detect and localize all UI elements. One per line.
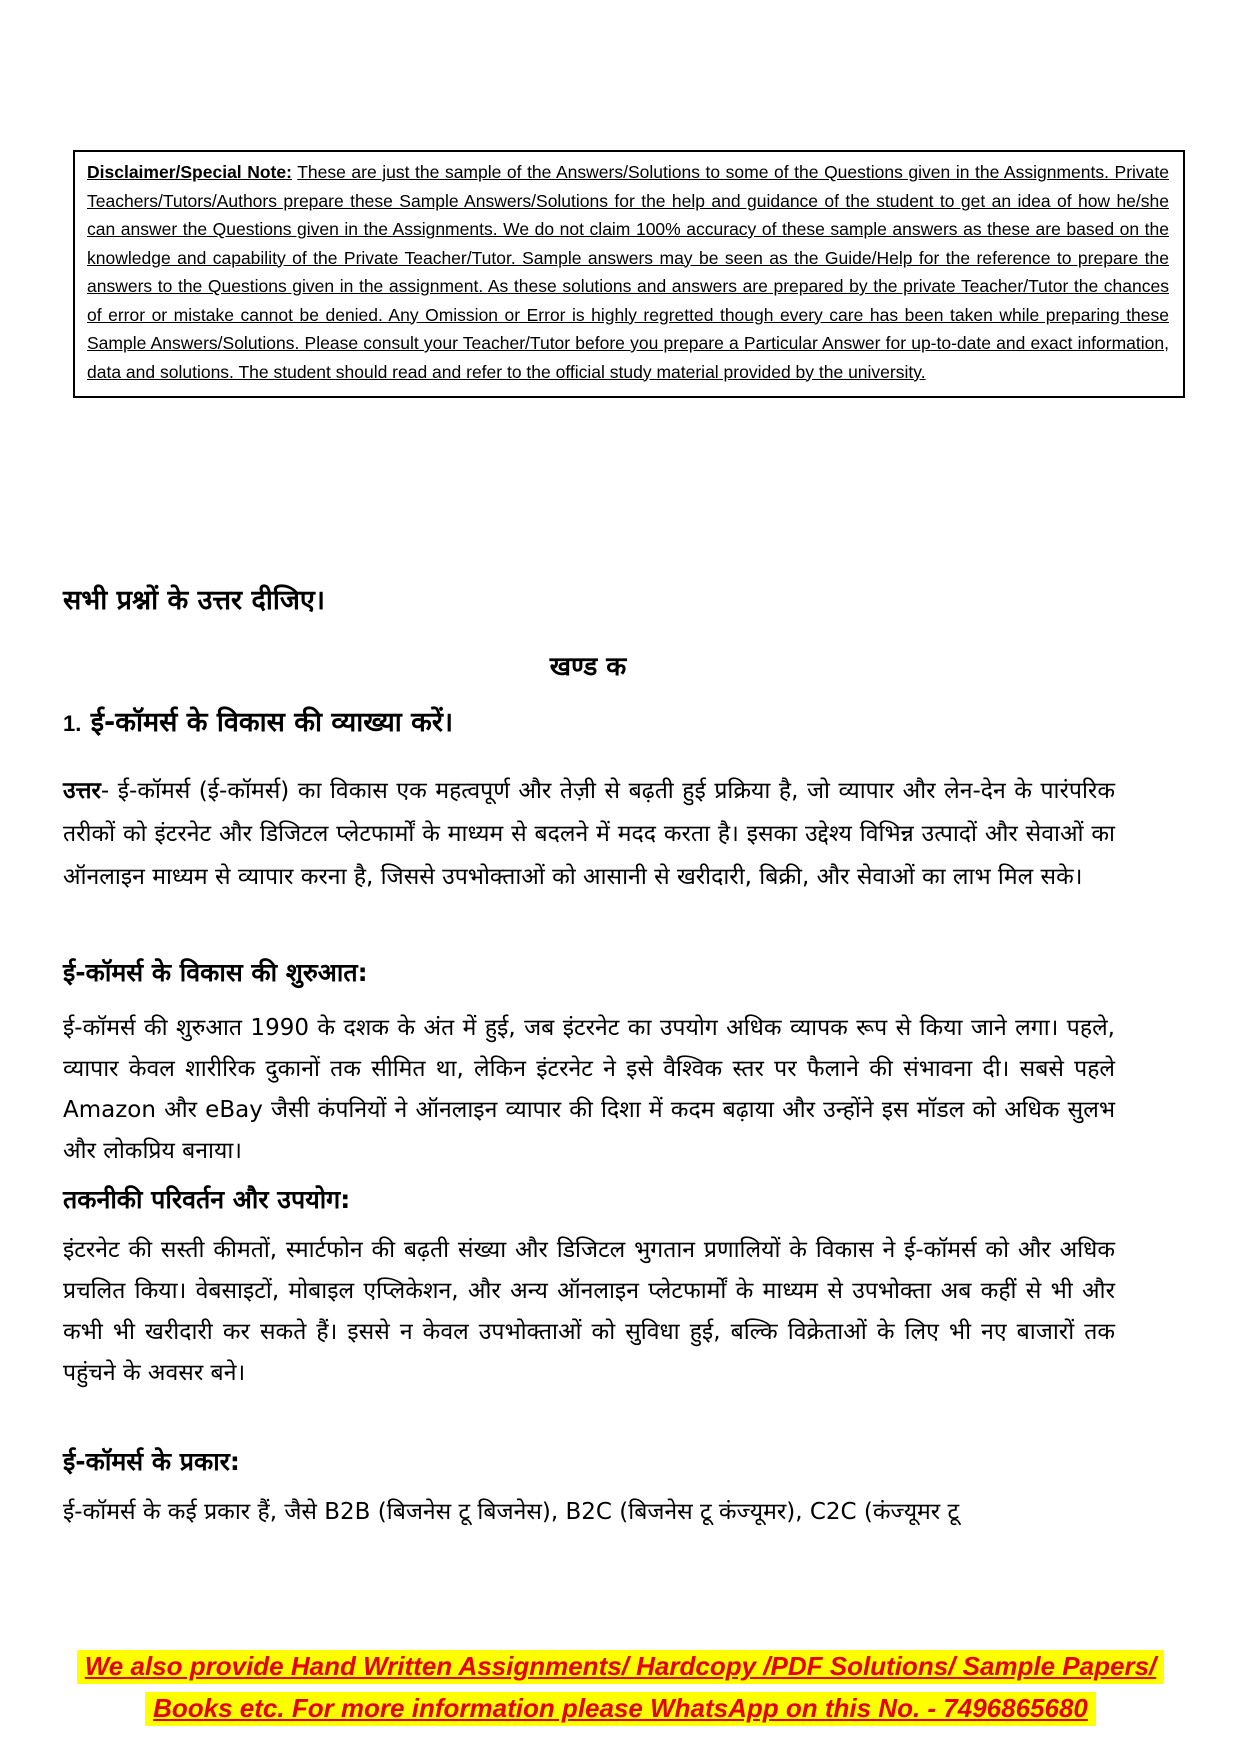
answer-label: उत्तर <box>63 778 101 804</box>
footer-banner <box>0 1645 1241 1729</box>
footer-line-2: Books etc. For more information please WhatsApp on this No. - 7496865680 <box>145 1692 1096 1726</box>
question-1 <box>63 702 453 739</box>
footer-line-1: We also provide Hand Written Assignments/ Hardcopy /PDF Solutions/ Sample Papers/ <box>77 1650 1165 1684</box>
disclaimer-box <box>73 150 1185 398</box>
development-start-body: ई-कॉमर्स की शुरुआत 1990 के दशक के अंत में हुई, जब इंटरनेट का उपयोग अधिक व्यापक रूप से किया जाने लगा। पहले, व्यापार केवल शारीरिक दुकानों तक सीमित था, लेकिन इंटरनेट ने इसे वैश्विक स्तर पर फैलाने की संभावना दी। सबसे पहले Amazon और eBay जैसी कंपनियों ने ऑनलाइन व्यापार की दिशा में कदम बढ़ाया और उन्होंने इस मॉडल को अधिक सुलभ और लोकप्रिय बनाया। <box>63 1015 1115 1164</box>
development-start-heading: ई-कॉमर्स के विकास की शुरुआत: <box>63 958 368 987</box>
footer-line-2-row <box>0 1687 1241 1729</box>
answer-all-instruction: सभी प्रश्नों के उत्तर दीजिए। <box>63 585 326 616</box>
question-text: ई-कॉमर्स के विकास की व्याख्या करें। <box>90 707 454 738</box>
answer-intro-text: - ई-कॉमर्स (ई-कॉमर्स) का विकास एक महत्वपूर्ण और तेज़ी से बढ़ती हुई प्रक्रिया है, जो व्यापार और लेन-देन के पारंपरिक तरीकों को इंटरनेट और डिजिटल प्लेटफार्मों के माध्यम से बदलने में मदद करता है। इसका उद्देश्य विभिन्न उत्पादों और सेवाओं का ऑनलाइन माध्यम से व्यापार करना है, जिससे उपभोक्ताओं को आसानी से खरीदारी, बिक्री, और सेवाओं का लाभ मिल सके। <box>63 778 1115 890</box>
tech-change-body: इंटरनेट की सस्ती कीमतों, स्मार्टफोन की बढ़ती संख्या और डिजिटल भुगतान प्रणालियों के विकास ने ई-कॉमर्स को और अधिक प्रचलित किया। वेबसाइटों, मोबाइल एप्लिकेशन, और अन्य ऑनलाइन प्लेटफार्मों के माध्यम से उपभोक्ता अब कहीं से भी और कभी भी खरीदारी कर सकते हैं। इससे न केवल उपभोक्ताओं को सुविधा हुई, बल्कि विक्रेताओं के लिए भी नए बाजारों तक पहुंचने के अवसर बने। <box>63 1237 1115 1386</box>
section-heading: खण्ड क <box>549 652 627 682</box>
disclaimer-label: Disclaimer/Special Note: <box>87 162 292 182</box>
ecommerce-types-heading: ई-कॉमर्स के प्रकार: <box>63 1447 240 1476</box>
tech-change-heading: तकनीकी परिवर्तन और उपयोग: <box>63 1185 351 1214</box>
disclaimer-text: These are just the sample of the Answers/Solutions to some of the Questions given in the Assignments. Private Teachers/Tutors/Authors prepare these Sample Answers/Solutions for the help and guidance of the student to get an idea of how he/she can answer the Questions given in the Assignments. We do not claim 100% accuracy of these sample answers as these are based on the knowledge and capability of the Private Teacher/Tutor. Sample answers may be seen as the Guide/Help for the reference to prepare the answers to the Questions given in the assignment. As these solutions and answers are prepared by the private Teacher/Tutor the chances of error or mistake cannot be denied. Any Omission or Error is highly regretted though every care has been taken while preparing these Sample Answers/Solutions. Please consult your Teacher/Tutor before you prepare a Particular Answer for up-to-date and exact information, data and solutions. The student should read and refer to the official study material provided by the university. <box>87 162 1170 382</box>
question-number: 1. <box>63 711 82 736</box>
footer-line-1-row <box>0 1645 1241 1687</box>
ecommerce-types-body: ई-कॉमर्स के कई प्रकार हैं, जैसे B2B (बिजनेस टू बिजनेस), B2C (बिजनेस टू कंज्यूमर), C2C (कंज्यूमर टू <box>63 1499 960 1525</box>
answer-paragraph <box>63 770 1115 899</box>
